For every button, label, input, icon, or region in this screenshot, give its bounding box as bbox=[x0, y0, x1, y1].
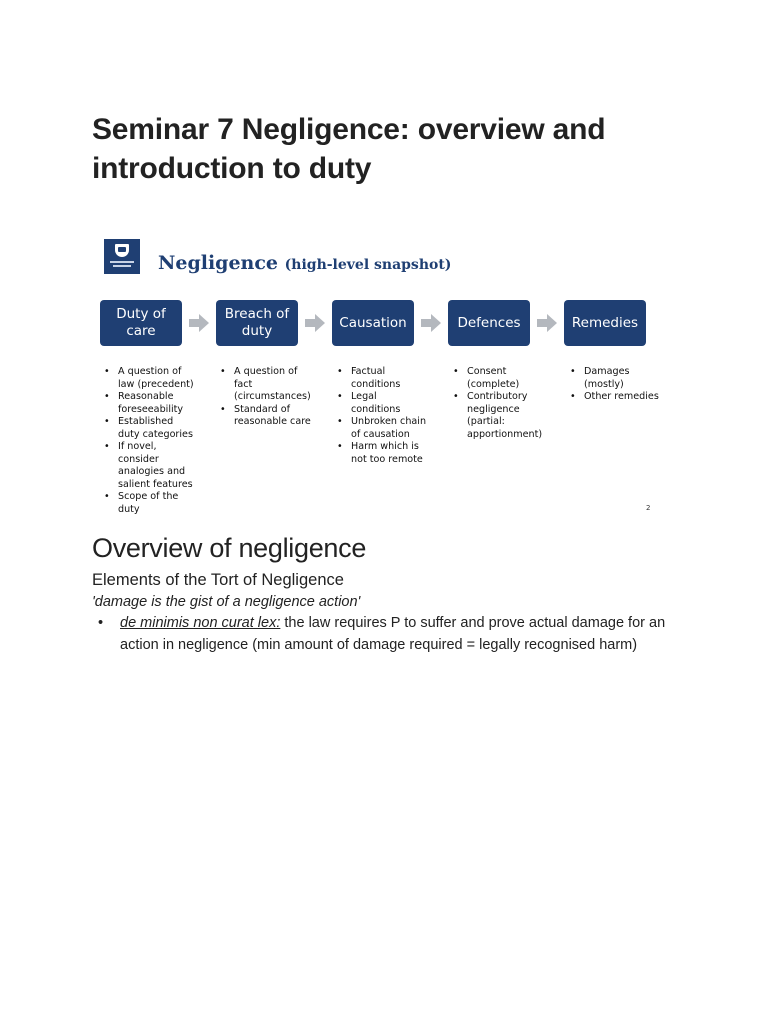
slide-title-sub: (high-level snapshot) bbox=[284, 257, 452, 273]
list-item: • Consent (complete) bbox=[453, 366, 549, 391]
duty-of-care-notes bbox=[104, 366, 196, 516]
step-breach-of-duty: Breach of duty bbox=[216, 300, 298, 346]
list-item: • Harm which is not too remote bbox=[337, 441, 429, 466]
legal-maxim: de minimis non curat lex: bbox=[120, 615, 281, 631]
list-item: • A question of fact (circumstances) bbox=[220, 366, 316, 404]
list-item bbox=[92, 612, 692, 656]
step-remedies: Remedies bbox=[564, 300, 646, 346]
list-item: • Factual conditions bbox=[337, 366, 429, 391]
list-item: • Other remedies bbox=[570, 391, 666, 404]
breach-of-duty-notes bbox=[220, 366, 316, 429]
bullet-text: the law requires P to suffer and prove actual damage for an action in negligence (min amount of damage required = legally recognised harm) bbox=[120, 615, 666, 653]
arrow-right-icon bbox=[189, 314, 209, 332]
step-causation: Causation bbox=[332, 300, 414, 346]
list-item: • Reasonable foreseeability bbox=[104, 391, 196, 416]
list-item: • Damages (mostly) bbox=[570, 366, 666, 391]
arrow-right-icon bbox=[305, 314, 325, 332]
university-crest-icon bbox=[104, 239, 140, 274]
remedies-notes bbox=[570, 366, 666, 404]
step-duty-of-care: Duty of care bbox=[100, 300, 182, 346]
causation-notes bbox=[337, 366, 429, 466]
list-item: • A question of law (precedent) bbox=[104, 366, 196, 391]
slide-title bbox=[158, 252, 451, 274]
slide-title-main: Negligence bbox=[158, 252, 279, 274]
section-subheading: Elements of the Tort of Negligence bbox=[92, 571, 344, 589]
list-item: • Scope of the duty bbox=[104, 491, 196, 516]
arrow-right-icon bbox=[421, 314, 441, 332]
list-item: • If novel, consider analogies and salient features bbox=[104, 441, 196, 491]
section-heading: Overview of negligence bbox=[92, 533, 367, 563]
negligence-slide bbox=[92, 232, 668, 522]
quote-text: 'damage is the gist of a negligence action' bbox=[92, 594, 361, 610]
step-defences: Defences bbox=[448, 300, 530, 346]
defences-notes bbox=[453, 366, 549, 441]
list-item: • Contributory negligence (partial: apportionment) bbox=[453, 391, 549, 441]
document-title: Seminar 7 Negligence: overview and introduction to duty bbox=[92, 113, 606, 185]
list-item: • Legal conditions bbox=[337, 391, 429, 416]
list-item: • Standard of reasonable care bbox=[220, 404, 316, 429]
list-item: • Established duty categories bbox=[104, 416, 196, 441]
slide-page-number: 2 bbox=[646, 504, 651, 512]
elements-list bbox=[92, 612, 692, 656]
arrow-right-icon bbox=[537, 314, 557, 332]
bullet-marker: • bbox=[98, 615, 104, 631]
list-item: • Unbroken chain of causation bbox=[337, 416, 429, 441]
